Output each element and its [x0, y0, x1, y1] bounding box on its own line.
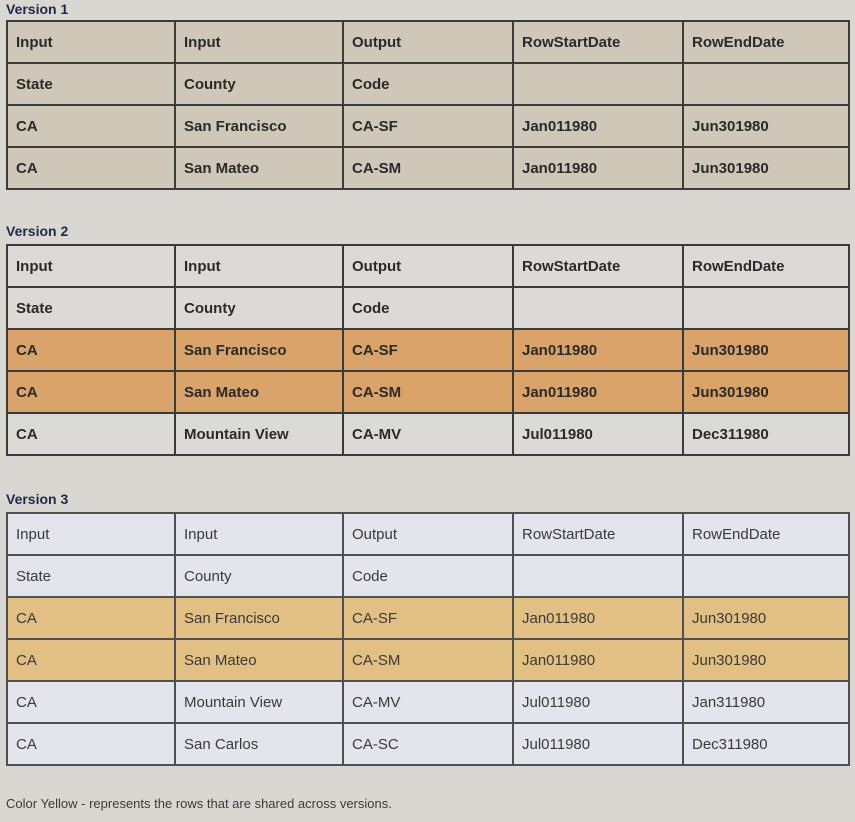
table-row	[7, 681, 849, 723]
table-cell: Jan011980	[513, 597, 683, 639]
table-cell: CA-SC	[343, 723, 513, 765]
table-cell: Jul011980	[513, 681, 683, 723]
table-cell: CA	[7, 639, 175, 681]
version-2-table	[6, 244, 850, 456]
table-cell: Jan011980	[513, 639, 683, 681]
table-cell: CA	[7, 147, 175, 189]
subheader-cell	[683, 63, 849, 105]
table-cell: Mountain View	[175, 681, 343, 723]
header-cell: RowEndDate	[683, 21, 849, 63]
table-row	[7, 413, 849, 455]
table-row	[7, 147, 849, 189]
version-3-title: Version 3	[6, 491, 69, 507]
table-cell: San Carlos	[175, 723, 343, 765]
header-cell: RowStartDate	[513, 513, 683, 555]
table-cell: San Mateo	[175, 371, 343, 413]
table-cell: Jun301980	[683, 329, 849, 371]
subheader-cell: Code	[343, 63, 513, 105]
table-cell: Jul011980	[513, 723, 683, 765]
table-cell: Jun301980	[683, 639, 849, 681]
subheader-cell	[683, 555, 849, 597]
table-cell: San Francisco	[175, 105, 343, 147]
subheader-cell: State	[7, 287, 175, 329]
subheader-cell: State	[7, 63, 175, 105]
table-row	[7, 723, 849, 765]
table-cell: CA	[7, 413, 175, 455]
header-row	[7, 245, 849, 287]
subheader-cell: County	[175, 555, 343, 597]
table-cell: Jan011980	[513, 329, 683, 371]
table-cell: CA	[7, 723, 175, 765]
table-cell: Dec311980	[683, 723, 849, 765]
header-cell: Output	[343, 245, 513, 287]
header-cell: Input	[175, 21, 343, 63]
subheader-cell: County	[175, 287, 343, 329]
table-cell: CA-MV	[343, 681, 513, 723]
subheader-cell: State	[7, 555, 175, 597]
header-cell: Output	[343, 513, 513, 555]
table-cell: Jul011980	[513, 413, 683, 455]
table-cell: CA	[7, 105, 175, 147]
table-cell: CA	[7, 681, 175, 723]
table-cell: Jun301980	[683, 597, 849, 639]
subheader-row	[7, 555, 849, 597]
table-cell: CA	[7, 329, 175, 371]
table-cell: CA-SF	[343, 597, 513, 639]
table-cell: Mountain View	[175, 413, 343, 455]
table-cell: Jun301980	[683, 105, 849, 147]
table-row-shared	[7, 639, 849, 681]
version-1-title: Version 1	[6, 1, 69, 17]
table-cell: San Mateo	[175, 639, 343, 681]
subheader-cell	[513, 555, 683, 597]
header-cell: Input	[175, 245, 343, 287]
version-2-title: Version 2	[6, 223, 69, 239]
table-cell: San Francisco	[175, 329, 343, 371]
table-cell: CA-SF	[343, 105, 513, 147]
table-cell: Jun301980	[683, 371, 849, 413]
subheader-row	[7, 63, 849, 105]
header-cell: Input	[7, 245, 175, 287]
footnote: Color Yellow - represents the rows that are shared across versions.	[6, 796, 392, 811]
table-cell: San Francisco	[175, 597, 343, 639]
header-cell: RowStartDate	[513, 245, 683, 287]
header-cell: RowEndDate	[683, 513, 849, 555]
table-cell: Jun301980	[683, 147, 849, 189]
header-cell: Input	[7, 513, 175, 555]
table-cell: Jan011980	[513, 147, 683, 189]
table-cell: CA	[7, 597, 175, 639]
header-cell: Input	[175, 513, 343, 555]
table-cell: Jan311980	[683, 681, 849, 723]
table-row-shared	[7, 329, 849, 371]
table-row	[7, 105, 849, 147]
header-cell: Input	[7, 21, 175, 63]
table-cell: Dec311980	[683, 413, 849, 455]
table-cell: CA-MV	[343, 413, 513, 455]
table-cell: CA-SM	[343, 147, 513, 189]
subheader-cell	[513, 63, 683, 105]
subheader-cell: Code	[343, 555, 513, 597]
table-cell: CA-SM	[343, 371, 513, 413]
subheader-row	[7, 287, 849, 329]
table-row-shared	[7, 597, 849, 639]
subheader-cell	[683, 287, 849, 329]
version-3-table	[6, 512, 850, 766]
subheader-cell: Code	[343, 287, 513, 329]
subheader-cell	[513, 287, 683, 329]
header-cell: RowEndDate	[683, 245, 849, 287]
table-cell: CA	[7, 371, 175, 413]
header-cell: RowStartDate	[513, 21, 683, 63]
header-row	[7, 21, 849, 63]
table-row-shared	[7, 371, 849, 413]
version-1-table	[6, 20, 850, 190]
subheader-cell: County	[175, 63, 343, 105]
header-cell: Output	[343, 21, 513, 63]
header-row	[7, 513, 849, 555]
table-cell: San Mateo	[175, 147, 343, 189]
table-cell: Jan011980	[513, 371, 683, 413]
table-cell: CA-SM	[343, 639, 513, 681]
table-cell: Jan011980	[513, 105, 683, 147]
table-cell: CA-SF	[343, 329, 513, 371]
